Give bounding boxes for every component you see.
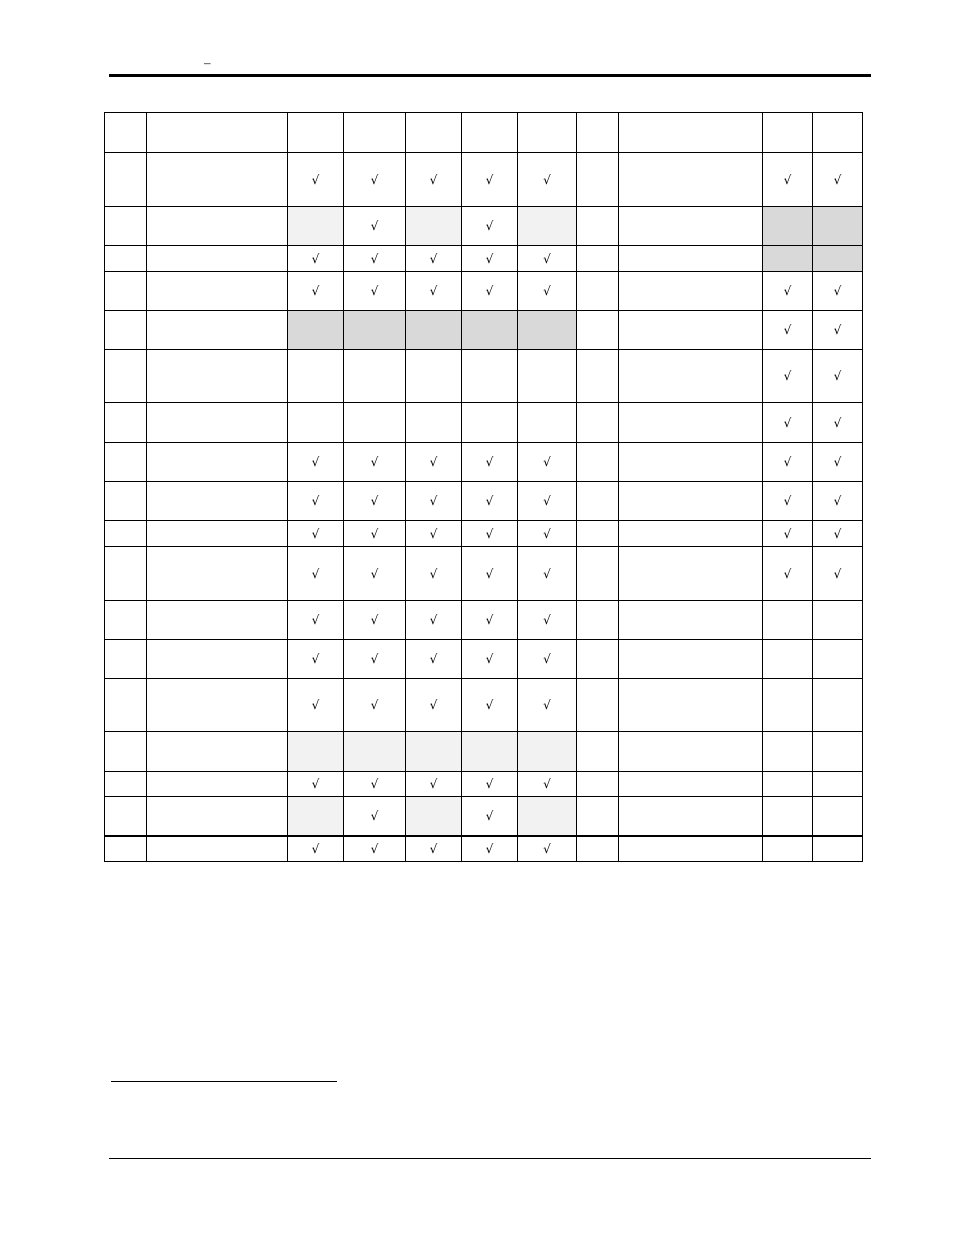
table-cell — [813, 246, 863, 272]
table-row — [105, 732, 863, 772]
table-cell — [619, 836, 763, 862]
table-cell — [577, 311, 619, 350]
check-mark-cell: √ — [518, 601, 577, 640]
check-mark-cell: √ — [344, 443, 406, 482]
table-cell — [763, 640, 813, 679]
table-cell — [406, 311, 462, 350]
table-cell — [147, 246, 288, 272]
table-cell — [105, 521, 147, 547]
check-mark-cell: √ — [518, 153, 577, 207]
table-cell — [344, 350, 406, 403]
check-mark-cell: √ — [462, 246, 518, 272]
table-cell — [619, 679, 763, 732]
header-cell — [518, 113, 577, 153]
table-cell — [763, 601, 813, 640]
table-cell — [619, 443, 763, 482]
table-cell — [577, 547, 619, 601]
table-cell — [813, 797, 863, 836]
table-cell — [147, 521, 288, 547]
check-mark-cell: √ — [344, 246, 406, 272]
table-cell — [577, 772, 619, 797]
check-mark-cell: √ — [406, 547, 462, 601]
table-cell — [619, 403, 763, 443]
check-mark-cell: √ — [763, 153, 813, 207]
table-cell — [105, 797, 147, 836]
table-row — [105, 547, 863, 601]
table-cell — [288, 207, 344, 246]
check-mark-cell: √ — [763, 521, 813, 547]
check-mark-cell: √ — [462, 679, 518, 732]
header-mark: – — [204, 55, 211, 70]
table-cell — [619, 153, 763, 207]
header-cell — [288, 113, 344, 153]
check-mark-cell: √ — [813, 153, 863, 207]
table-cell — [577, 679, 619, 732]
check-mark-cell: √ — [813, 272, 863, 311]
table-cell — [288, 797, 344, 836]
header-rule — [109, 74, 871, 77]
header-cell — [344, 113, 406, 153]
table-cell — [105, 246, 147, 272]
table-cell — [577, 207, 619, 246]
table-cell — [763, 207, 813, 246]
table-cell — [577, 350, 619, 403]
check-mark-cell: √ — [288, 836, 344, 862]
check-mark-cell: √ — [462, 772, 518, 797]
check-mark-cell: √ — [344, 153, 406, 207]
table-cell — [518, 403, 577, 443]
check-mark-cell: √ — [406, 482, 462, 521]
table-cell — [813, 207, 863, 246]
table-cell — [147, 732, 288, 772]
check-mark-cell: √ — [813, 521, 863, 547]
table-cell — [462, 403, 518, 443]
table-row — [105, 640, 863, 679]
table-cell — [406, 350, 462, 403]
table-cell — [619, 246, 763, 272]
check-mark-cell: √ — [288, 153, 344, 207]
header-cell — [577, 113, 619, 153]
check-mark-cell: √ — [344, 521, 406, 547]
table-cell — [619, 311, 763, 350]
check-mark-cell: √ — [344, 772, 406, 797]
table-cell — [147, 153, 288, 207]
check-mark-cell: √ — [288, 547, 344, 601]
check-mark-cell: √ — [288, 443, 344, 482]
table-cell — [462, 732, 518, 772]
check-mark-cell: √ — [344, 482, 406, 521]
check-mark-cell: √ — [813, 350, 863, 403]
table-cell — [105, 153, 147, 207]
table-row — [105, 246, 863, 272]
table-cell — [813, 732, 863, 772]
table-body — [105, 113, 863, 862]
check-mark-cell: √ — [518, 679, 577, 732]
check-mark-cell: √ — [344, 207, 406, 246]
table-cell — [105, 679, 147, 732]
check-mark-cell: √ — [288, 772, 344, 797]
check-mark-cell: √ — [344, 601, 406, 640]
footnote-separator — [111, 1081, 337, 1082]
check-mark-cell: √ — [763, 482, 813, 521]
header-cell — [105, 113, 147, 153]
check-mark-cell: √ — [462, 443, 518, 482]
table-cell — [105, 403, 147, 443]
table-cell — [763, 732, 813, 772]
check-mark-cell: √ — [406, 601, 462, 640]
check-mark-cell: √ — [518, 772, 577, 797]
table-cell — [619, 482, 763, 521]
table-cell — [577, 443, 619, 482]
table-cell — [518, 350, 577, 403]
table-row — [105, 153, 863, 207]
table-cell — [105, 311, 147, 350]
table-cell — [813, 640, 863, 679]
check-mark-cell: √ — [462, 547, 518, 601]
table-cell — [105, 207, 147, 246]
table-cell — [619, 640, 763, 679]
table-cell — [619, 521, 763, 547]
check-mark-cell: √ — [344, 797, 406, 836]
table-cell — [619, 272, 763, 311]
table-cell — [619, 350, 763, 403]
table-cell — [619, 601, 763, 640]
table-cell — [518, 207, 577, 246]
check-mark-cell: √ — [462, 836, 518, 862]
header-cell — [406, 113, 462, 153]
table-cell — [147, 272, 288, 311]
check-mark-cell: √ — [462, 272, 518, 311]
table-row — [105, 836, 863, 862]
table-cell — [344, 732, 406, 772]
check-mark-cell: √ — [406, 772, 462, 797]
table-cell — [577, 601, 619, 640]
table-cell — [105, 601, 147, 640]
check-mark-cell: √ — [763, 403, 813, 443]
table-cell — [577, 797, 619, 836]
table-row — [105, 521, 863, 547]
table-cell — [147, 836, 288, 862]
table-cell — [518, 732, 577, 772]
check-mark-cell: √ — [763, 311, 813, 350]
table-cell — [518, 797, 577, 836]
table-row — [105, 350, 863, 403]
table-row — [105, 601, 863, 640]
table-cell — [619, 772, 763, 797]
check-mark-cell: √ — [406, 679, 462, 732]
check-mark-cell: √ — [763, 272, 813, 311]
check-mark-cell: √ — [344, 272, 406, 311]
check-mark-cell: √ — [462, 640, 518, 679]
check-mark-cell: √ — [406, 153, 462, 207]
header-cell — [147, 113, 288, 153]
table-cell — [577, 732, 619, 772]
check-mark-cell: √ — [288, 521, 344, 547]
check-mark-cell: √ — [813, 311, 863, 350]
table-cell — [288, 732, 344, 772]
table-cell — [577, 482, 619, 521]
table-cell — [147, 207, 288, 246]
table-cell — [813, 836, 863, 862]
table-cell — [288, 311, 344, 350]
table-cell — [105, 640, 147, 679]
check-mark-cell: √ — [518, 246, 577, 272]
table-row — [105, 311, 863, 350]
table-cell — [577, 836, 619, 862]
check-mark-cell: √ — [406, 521, 462, 547]
check-mark-cell: √ — [518, 521, 577, 547]
check-mark-cell: √ — [288, 640, 344, 679]
table-row — [105, 772, 863, 797]
table-cell — [147, 601, 288, 640]
table-cell — [577, 521, 619, 547]
table-cell — [105, 272, 147, 311]
check-mark-cell: √ — [518, 640, 577, 679]
check-mark-cell: √ — [813, 443, 863, 482]
table-cell — [105, 772, 147, 797]
table-cell — [577, 403, 619, 443]
table-cell — [813, 679, 863, 732]
table-cell — [105, 732, 147, 772]
table-cell — [813, 772, 863, 797]
table-cell — [763, 797, 813, 836]
table-cell — [105, 443, 147, 482]
table-cell — [105, 350, 147, 403]
table-cell — [577, 272, 619, 311]
header-cell — [462, 113, 518, 153]
check-mark-cell: √ — [813, 482, 863, 521]
table-row — [105, 482, 863, 521]
table-cell — [147, 443, 288, 482]
table-cell — [619, 547, 763, 601]
check-mark-cell: √ — [406, 272, 462, 311]
table-cell — [147, 679, 288, 732]
table-cell — [147, 797, 288, 836]
check-mark-cell: √ — [462, 482, 518, 521]
table-cell — [105, 482, 147, 521]
table-cell — [147, 482, 288, 521]
table-cell — [406, 797, 462, 836]
footer-rule — [109, 1158, 871, 1159]
table-cell — [619, 732, 763, 772]
table-cell — [406, 403, 462, 443]
table-row — [105, 679, 863, 732]
table-cell — [147, 311, 288, 350]
check-mark-cell: √ — [763, 547, 813, 601]
table-cell — [147, 640, 288, 679]
feature-matrix-table — [104, 112, 863, 862]
check-mark-cell: √ — [344, 640, 406, 679]
check-mark-cell: √ — [518, 547, 577, 601]
check-mark-cell: √ — [763, 350, 813, 403]
check-mark-cell: √ — [288, 482, 344, 521]
table-row — [105, 403, 863, 443]
table-cell — [105, 547, 147, 601]
table-cell — [619, 207, 763, 246]
check-mark-cell: √ — [462, 521, 518, 547]
table-cell — [577, 640, 619, 679]
table-cell — [577, 153, 619, 207]
table-cell — [763, 246, 813, 272]
table-cell — [763, 772, 813, 797]
check-mark-cell: √ — [406, 640, 462, 679]
check-mark-cell: √ — [406, 836, 462, 862]
check-mark-cell: √ — [518, 482, 577, 521]
table-cell — [105, 836, 147, 862]
check-mark-cell: √ — [462, 207, 518, 246]
table-cell — [763, 679, 813, 732]
table-cell — [577, 246, 619, 272]
header-cell — [619, 113, 763, 153]
check-mark-cell: √ — [518, 272, 577, 311]
check-mark-cell: √ — [763, 443, 813, 482]
table-cell — [344, 311, 406, 350]
table-cell — [406, 732, 462, 772]
check-mark-cell: √ — [462, 797, 518, 836]
table-cell — [147, 350, 288, 403]
check-mark-cell: √ — [344, 679, 406, 732]
header-cell — [763, 113, 813, 153]
check-mark-cell: √ — [344, 836, 406, 862]
table-cell — [619, 797, 763, 836]
table-cell — [462, 350, 518, 403]
table-cell — [406, 207, 462, 246]
check-mark-cell: √ — [406, 443, 462, 482]
check-mark-cell: √ — [813, 547, 863, 601]
table-row — [105, 797, 863, 836]
table-cell — [147, 403, 288, 443]
check-mark-cell: √ — [518, 443, 577, 482]
check-mark-cell: √ — [406, 246, 462, 272]
table-cell — [763, 836, 813, 862]
table-cell — [288, 350, 344, 403]
table-row — [105, 272, 863, 311]
table-cell — [147, 547, 288, 601]
check-mark-cell: √ — [462, 153, 518, 207]
table-row — [105, 443, 863, 482]
table-cell — [462, 311, 518, 350]
check-mark-cell: √ — [288, 272, 344, 311]
table-cell — [344, 403, 406, 443]
check-mark-cell: √ — [813, 403, 863, 443]
check-mark-cell: √ — [288, 601, 344, 640]
table-cell — [518, 311, 577, 350]
check-mark-cell: √ — [288, 246, 344, 272]
check-mark-cell: √ — [462, 601, 518, 640]
check-mark-cell: √ — [288, 679, 344, 732]
check-mark-cell: √ — [344, 547, 406, 601]
table-header-row — [105, 113, 863, 153]
table-cell — [813, 601, 863, 640]
table-cell — [288, 403, 344, 443]
table-row — [105, 207, 863, 246]
header-cell — [813, 113, 863, 153]
check-mark-cell: √ — [518, 836, 577, 862]
table-cell — [147, 772, 288, 797]
